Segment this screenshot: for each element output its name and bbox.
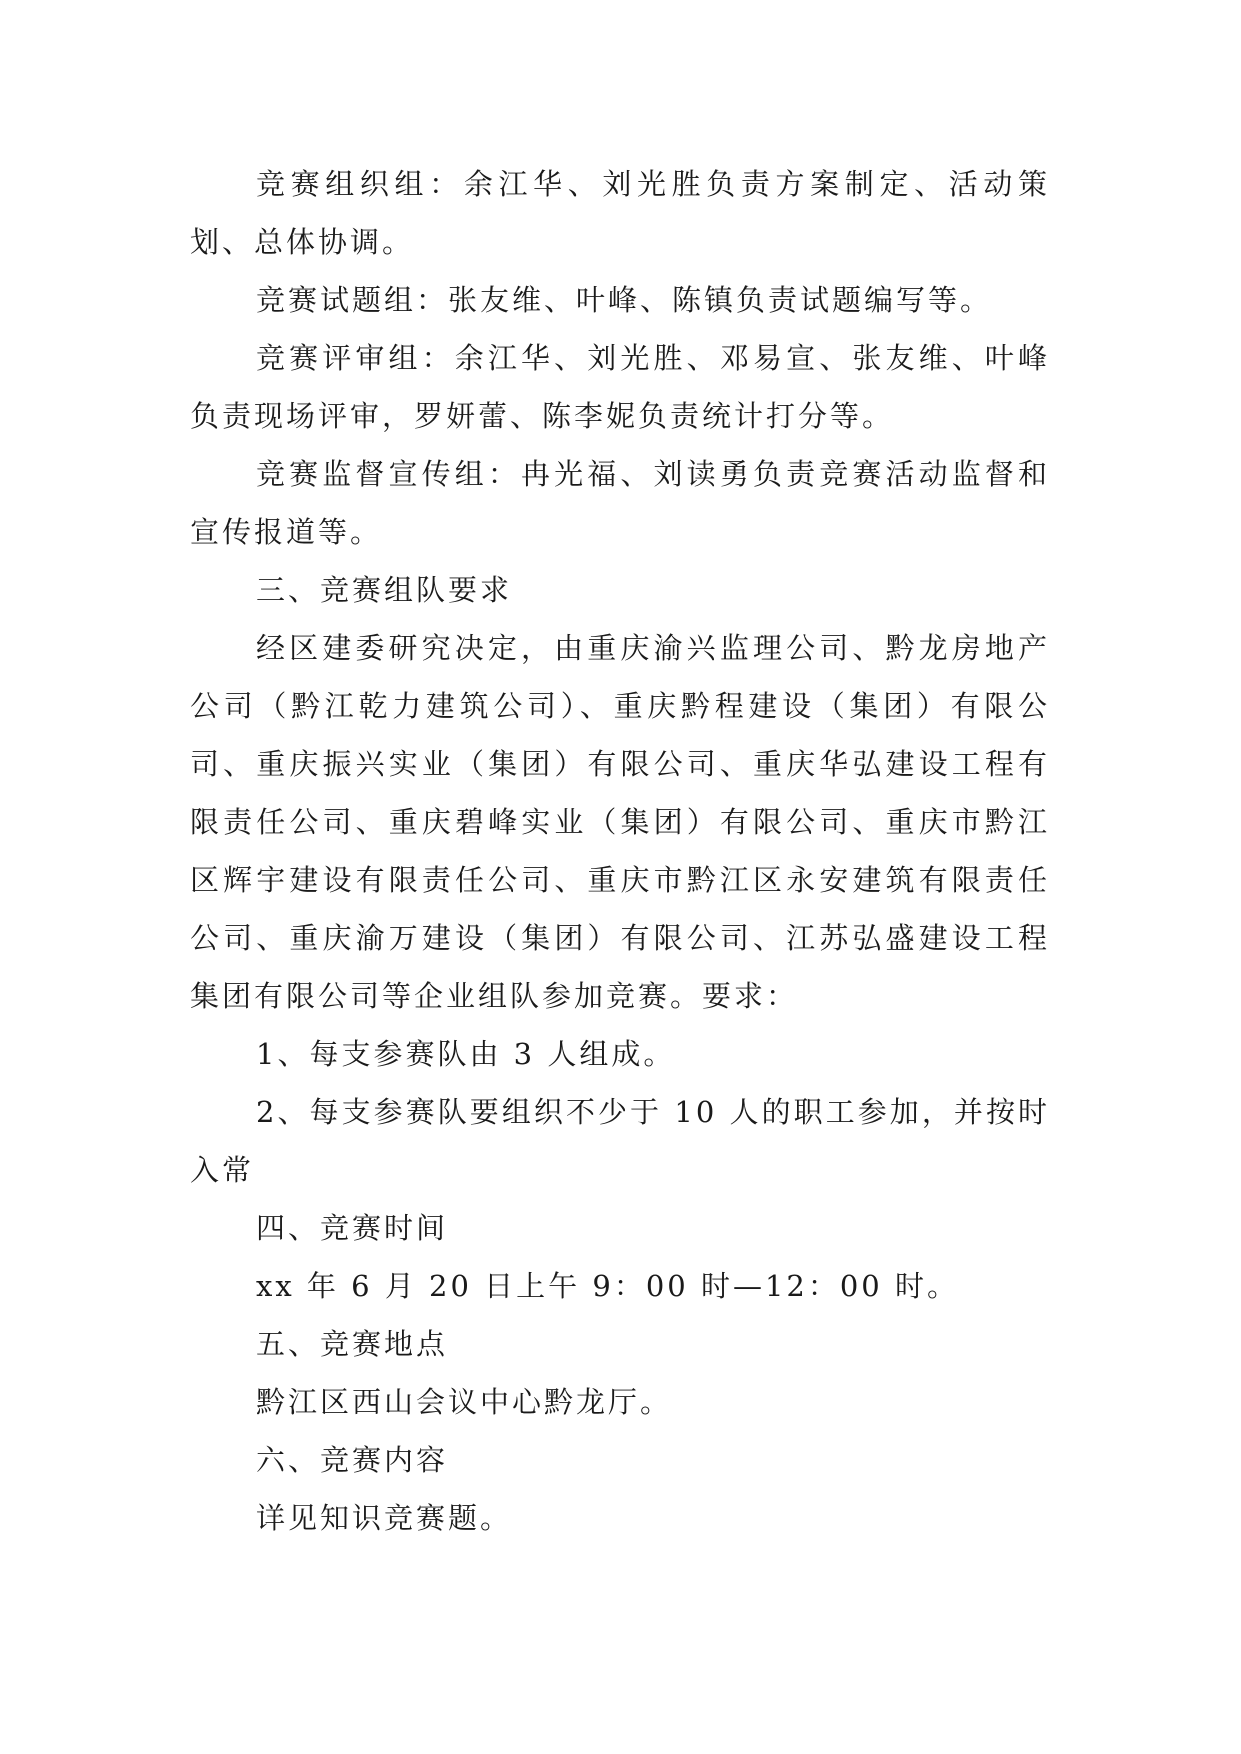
paragraph-review-group: 竞赛评审组：余江华、刘光胜、邓易宣、张友维、叶峰负责现场评审，罗妍蕾、陈李妮负责统计打分等。 [190,341,1050,433]
paragraph-question-group: 竞赛试题组：张友维、叶峰、陈镇负责试题编写等。 [256,283,993,317]
document-body [190,155,1050,1547]
paragraph-content: 详见知识竞赛题。 [256,1501,513,1535]
section-heading-team-requirements: 三、竞赛组队要求 [256,573,513,607]
paragraph-supervision-group: 竞赛监督宣传组：冉光福、刘读勇负责竞赛活动监督和宣传报道等。 [190,457,1050,549]
list-item-requirement-2: 2、每支参赛队要组织不少于 10 人的职工参加，并按时入常 [190,1095,1050,1187]
paragraph-team-requirements: 经区建委研究决定，由重庆渝兴监理公司、黔龙房地产公司（黔江乾力建筑公司）、重庆黔程建设（集团）有限公司、重庆振兴实业（集团）有限公司、重庆华弘建设工程有限责任公司、重庆碧峰实业（集团）有限公司、重庆市黔江区辉宇建设有限责任公司、重庆市黔江区永安建筑有限责任公司、重庆渝万建设（集团）有限公司、江苏弘盛建设工程集团有限公司等企业组队参加竞赛。要求： [190,631,1050,1013]
section-heading-location: 五、竞赛地点 [256,1327,449,1361]
section-heading-content: 六、竞赛内容 [256,1443,449,1477]
paragraph-org-group: 竞赛组织组：余江华、刘光胜负责方案制定、活动策划、总体协调。 [190,167,1050,259]
list-item-requirement-1: 1、每支参赛队由 3 人组成。 [256,1037,676,1071]
section-heading-time: 四、竞赛时间 [256,1211,449,1245]
paragraph-location: 黔江区西山会议中心黔龙厅。 [256,1385,673,1419]
paragraph-time: xx 年 6 月 20 日上午 9：00 时—12：00 时。 [256,1269,959,1303]
